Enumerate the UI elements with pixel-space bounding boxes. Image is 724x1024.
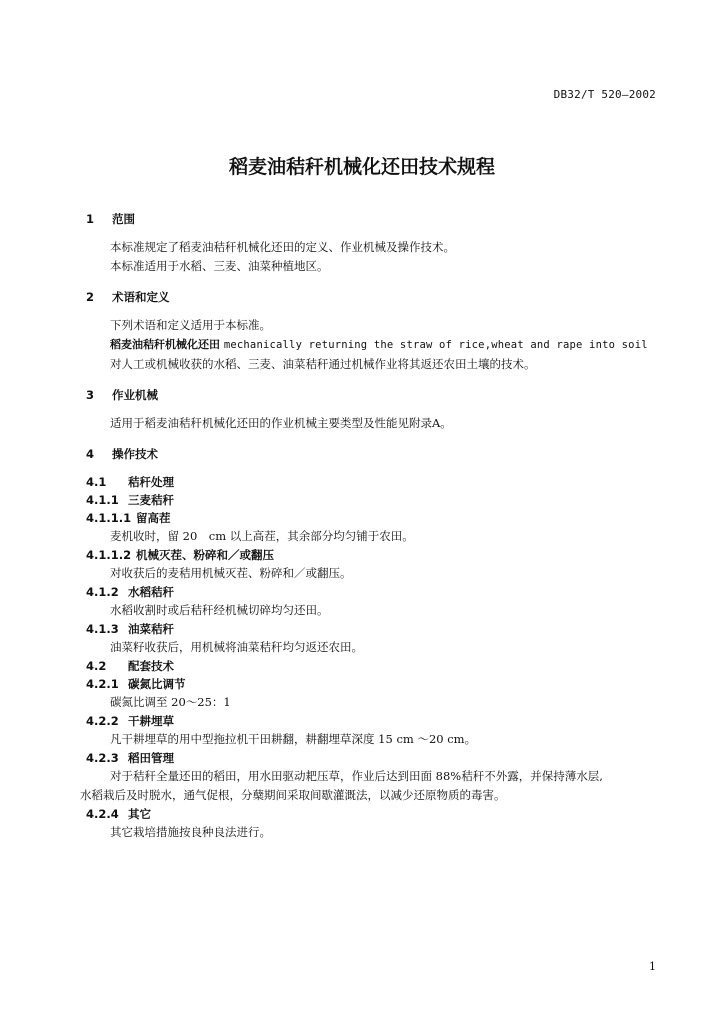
paragraph: 本标准适用于水稻、三麦、油菜种植地区。 xyxy=(110,259,329,273)
term-definition: 对人工或机械收获的水稻、三麦、油菜秸秆通过机械作业将其返还农田土壤的技术。 xyxy=(110,357,536,371)
paragraph-continuation: 水稻栽后及时脱水，通气促根，分蘖期间采取间歇灌溉法，以减少还原物质的毒害。 xyxy=(80,788,506,802)
section-1-heading xyxy=(86,210,656,228)
section-number: 4.2.1 xyxy=(86,677,119,691)
section-number: 4.1.1.2 xyxy=(86,548,132,562)
section-title: 干耕埋草 xyxy=(128,714,174,728)
paragraph: 麦机收时，留 20 cm 以上高茬，其余部分均匀铺于农田。 xyxy=(110,529,414,543)
section-title: 稻田管理 xyxy=(128,751,174,765)
section-number: 4 xyxy=(86,447,95,461)
standard-code: DB32/T 520—2002 xyxy=(553,88,656,101)
term-entry xyxy=(86,335,656,355)
section-title: 其它 xyxy=(128,807,151,821)
section-title: 操作技术 xyxy=(112,447,158,461)
paragraph: 对收获后的麦秸用机械灭茬、粉碎和／或翻压。 xyxy=(110,566,352,580)
section-4-heading xyxy=(86,445,656,463)
subsection-4-1-2-heading xyxy=(86,583,656,601)
section-number: 2 xyxy=(86,290,95,304)
section-title: 作业机械 xyxy=(112,388,158,402)
subsection-4-2-heading xyxy=(86,657,656,675)
section-number: 4.1.3 xyxy=(86,622,119,636)
subsection-4-2-1-heading xyxy=(86,675,656,693)
paragraph: 本标准规定了稻麦油秸秆机械化还田的定义、作业机械及操作技术。 xyxy=(110,240,455,254)
section-number: 4.2.3 xyxy=(86,751,119,765)
section-title: 油菜秸秆 xyxy=(128,622,174,636)
paragraph: 水稻收割时或后秸秆经机械切碎均匀还田。 xyxy=(110,603,329,617)
section-number: 1 xyxy=(86,212,95,226)
page-number: 1 xyxy=(649,960,656,973)
paragraph: 对于秸秆全量还田的稻田，用水田驱动耙压草，作业后达到田面 88%秸秆不外露，并保持薄水层, xyxy=(110,769,603,783)
section-number: 3 xyxy=(86,388,95,402)
section-title: 三麦秸秆 xyxy=(128,493,174,507)
section-title: 配套技术 xyxy=(128,659,174,673)
subsection-4-2-3-heading xyxy=(86,749,656,767)
section-number: 4.1.2 xyxy=(86,585,119,599)
section-title: 留高茬 xyxy=(136,511,171,525)
subsection-4-1-3-heading xyxy=(86,620,656,638)
section-number: 4.1.1 xyxy=(86,493,119,507)
paragraph: 适用于稻麦油秸秆机械化还田的作业机械主要类型及性能见附录A。 xyxy=(110,416,452,430)
paragraph: 凡干耕埋草的用中型拖拉机干田耕翻，耕翻埋草深度 15 cm ～20 cm。 xyxy=(110,732,477,746)
section-title: 术语和定义 xyxy=(112,290,170,304)
document-title: 稻麦油秸秆机械化还田技术规程 xyxy=(228,156,495,178)
term-english: mechanically returning the straw of rice,wheat and rape into soil xyxy=(223,339,648,351)
section-number: 4.2 xyxy=(86,659,107,673)
section-title: 碳氮比调节 xyxy=(128,677,186,691)
subsection-4-1-1-heading xyxy=(86,491,656,509)
subsection-4-2-4-heading xyxy=(86,805,656,823)
document-body xyxy=(80,210,656,842)
section-number: 4.1 xyxy=(86,475,107,489)
subsection-4-2-2-heading xyxy=(86,712,656,730)
section-2-heading xyxy=(86,288,656,306)
term-chinese: 稻麦油秸秆机械化还田 xyxy=(110,338,220,351)
paragraph: 下列术语和定义适用于本标准。 xyxy=(110,318,271,332)
section-title: 秸秆处理 xyxy=(128,475,174,489)
section-3-heading xyxy=(86,386,656,404)
section-number: 4.2.4 xyxy=(86,807,119,821)
subsection-4-1-1-2-heading xyxy=(86,546,656,564)
section-number: 4.1.1.1 xyxy=(86,511,132,525)
section-title: 范围 xyxy=(112,212,135,226)
section-title: 水稻秸秆 xyxy=(128,585,174,599)
section-title: 机械灭茬、粉碎和／或翻压 xyxy=(136,548,274,562)
subsection-4-1-1-1-heading xyxy=(86,509,656,527)
paragraph: 碳氮比调至 20～25：1 xyxy=(110,695,231,709)
subsection-4-1-heading xyxy=(86,473,656,491)
paragraph: 其它栽培措施按良种良法进行。 xyxy=(110,825,271,839)
section-number: 4.2.2 xyxy=(86,714,119,728)
paragraph: 油菜籽收获后，用机械将油菜秸秆均匀返还农田。 xyxy=(110,640,363,654)
